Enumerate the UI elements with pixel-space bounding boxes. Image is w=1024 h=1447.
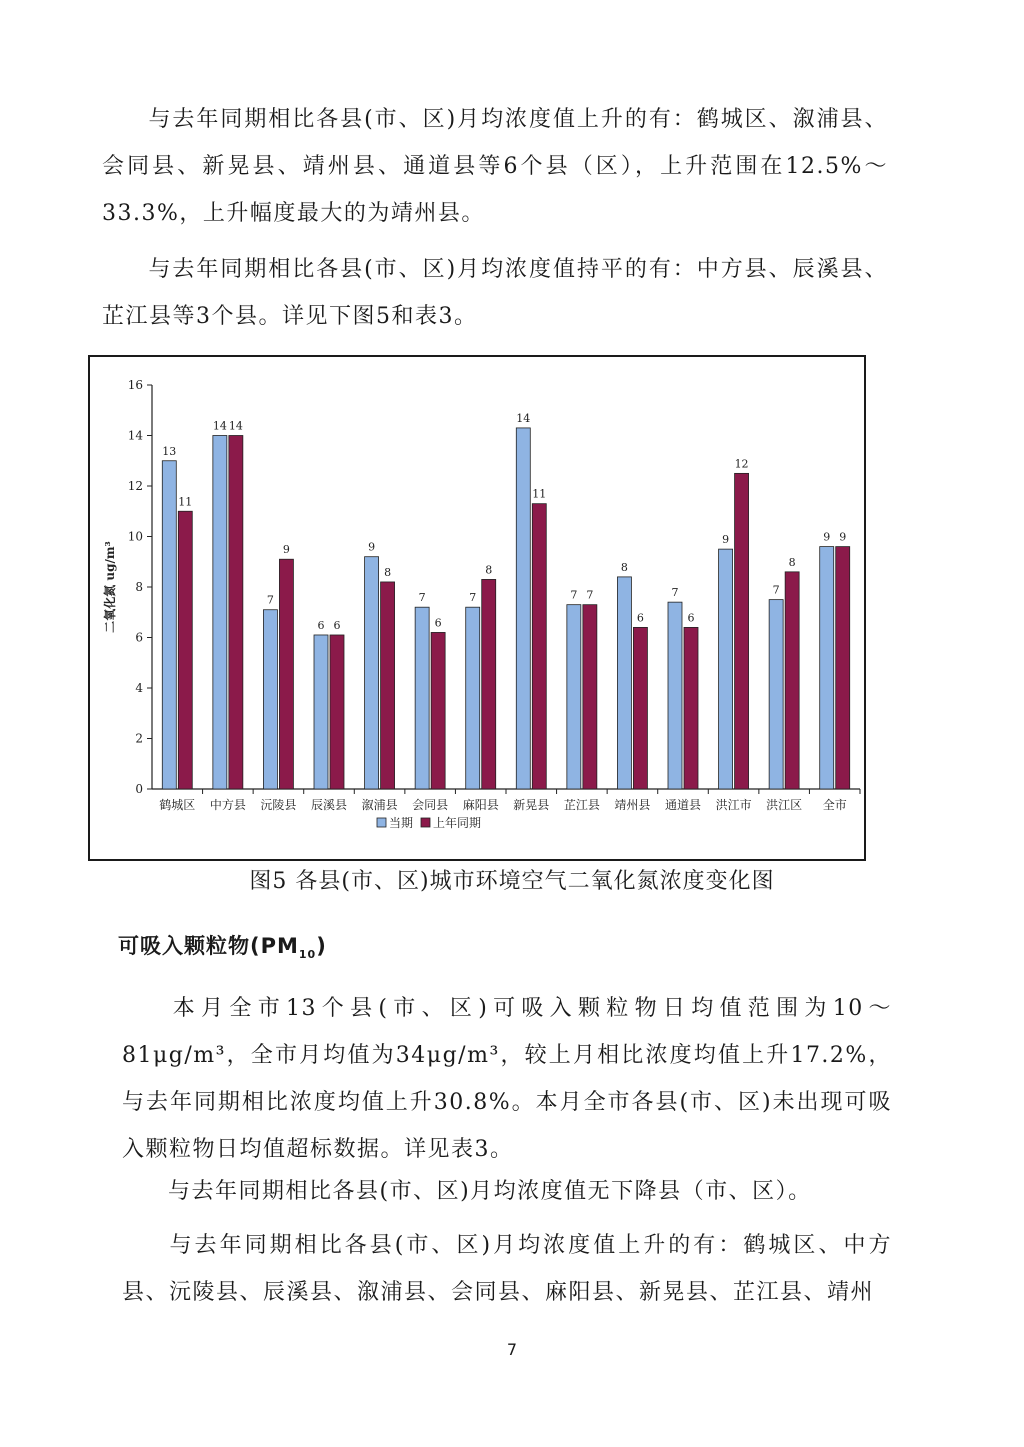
x-category-label: 芷江县 — [563, 798, 600, 812]
bar-last-year — [583, 605, 597, 789]
y-tick-label: 2 — [135, 731, 143, 746]
paragraph-no2-flat — [102, 246, 888, 340]
bar-data-label: 6 — [434, 616, 442, 630]
x-category-label: 洪江区 — [766, 798, 803, 812]
bar-current — [719, 549, 733, 789]
bar-data-label: 8 — [788, 555, 796, 569]
section-heading-pm10 — [118, 930, 327, 961]
no2-chart-frame — [88, 355, 866, 861]
bar-current — [263, 610, 277, 789]
bar-last-year — [229, 436, 243, 790]
bar-last-year — [381, 582, 395, 789]
x-category-label: 中方县 — [209, 798, 246, 812]
y-tick-label: 6 — [135, 630, 143, 645]
bar-last-year — [482, 579, 496, 789]
x-category-label: 会同县 — [412, 798, 449, 812]
bar-current — [668, 602, 682, 789]
legend-label: 上年同期 — [433, 816, 482, 830]
bar-data-label: 7 — [586, 588, 594, 602]
bar-current — [213, 436, 227, 790]
bar-last-year — [836, 547, 850, 789]
bar-data-label: 7 — [570, 588, 578, 602]
bar-data-label: 8 — [620, 560, 628, 574]
bar-data-label: 9 — [282, 543, 290, 557]
page-number: 7 — [506, 1340, 518, 1359]
paragraph-pm10-increase-text: 与去年同期相比各县(市、区)月均浓度值上升的有：鹤城区、中方县、沅陵县、辰溪县、溆浦县、会同县、麻阳县、新晃县、芷江县、靖州 — [122, 1233, 892, 1305]
bar-data-label: 9 — [722, 533, 730, 547]
x-category-label: 洪江市 — [715, 798, 752, 812]
x-category-label: 靖州县 — [614, 798, 651, 812]
bar-current — [567, 605, 581, 789]
bar-current — [415, 607, 429, 789]
legend-label: 当期 — [389, 816, 414, 830]
bar-data-label: 9 — [823, 530, 831, 544]
bar-data-label: 9 — [839, 530, 847, 544]
bar-last-year — [532, 504, 546, 789]
bar-last-year — [330, 635, 344, 789]
y-tick-label: 0 — [135, 782, 143, 796]
bar-data-label: 8 — [485, 563, 493, 577]
bar-last-year — [178, 511, 192, 789]
y-axis-label: 二氧化氮 ug/m³ — [103, 541, 117, 633]
bar-data-label: 12 — [734, 457, 749, 471]
y-tick-label: 16 — [127, 378, 143, 392]
paragraph-no2-increase-text: 与去年同期相比各县(市、区)月均浓度值上升的有：鹤城区、溆浦县、会同县、新晃县、靖州县、通道县等6个县（区），上升范围在12.5%～33.3%，上升幅度最大的为靖州县。 — [102, 107, 888, 226]
figure-caption: 图5 各县(市、区)城市环境空气二氧化氮浓度变化图 — [249, 869, 775, 894]
bar-data-label: 9 — [368, 540, 376, 554]
bar-last-year — [279, 559, 293, 789]
bar-data-label: 14 — [516, 411, 531, 425]
bar-data-label: 6 — [317, 618, 325, 632]
bar-data-label: 14 — [212, 419, 227, 433]
bar-last-year — [633, 627, 647, 789]
y-tick-label: 8 — [135, 580, 143, 594]
bar-last-year — [735, 473, 749, 789]
bar-current — [617, 577, 631, 789]
bar-data-label: 7 — [418, 591, 426, 605]
bar-data-label: 13 — [162, 444, 177, 458]
bar-current — [466, 607, 480, 789]
section-heading-end: ) — [316, 934, 327, 958]
x-category-label: 辰溪县 — [310, 798, 348, 812]
bar-data-label: 11 — [178, 495, 193, 509]
bar-data-label: 14 — [228, 419, 243, 433]
paragraph-no2-flat-text: 与去年同期相比各县(市、区)月均浓度值持平的有：中方县、辰溪县、芷江县等3个县。详见下图5和表3。 — [102, 257, 888, 329]
paragraph-pm10-no-decrease — [122, 1168, 892, 1215]
paragraph-pm10-summary — [122, 985, 892, 1173]
bar-current — [365, 557, 379, 789]
no2-bar-chart — [90, 357, 864, 859]
x-category-label: 麻阳县 — [462, 798, 499, 812]
bar-current — [820, 547, 834, 789]
paragraph-pm10-summary-text: 本月全市13个县(市、区)可吸入颗粒物日均值范围为10～81μg/m³，全市月均值为34μg/m³，较上月相比浓度均值上升17.2%，与去年同期相比浓度均值上升30.8%。本月全市各县(市、区)未出现可吸入颗粒物日均值超标数据。详见表3。 — [122, 996, 892, 1162]
bar-data-label: 7 — [266, 593, 274, 607]
y-tick-label: 12 — [127, 479, 143, 493]
x-category-label: 沅陵县 — [260, 798, 297, 812]
paragraph-pm10-increase — [122, 1222, 892, 1316]
bar-last-year — [431, 632, 445, 789]
bar-data-label: 7 — [772, 583, 780, 597]
x-category-label: 新晃县 — [513, 798, 550, 812]
bar-current — [162, 461, 176, 789]
bar-last-year — [785, 572, 799, 789]
bar-data-label: 6 — [333, 618, 341, 632]
y-tick-label: 4 — [135, 681, 143, 695]
paragraph-no2-increase — [102, 96, 888, 237]
bar-data-label: 11 — [532, 487, 547, 501]
x-category-label: 溆浦县 — [361, 798, 398, 812]
legend-swatch — [421, 818, 430, 827]
legend-swatch — [377, 818, 386, 827]
section-heading-subscript: 10 — [298, 948, 317, 962]
x-category-label: 通道县 — [664, 798, 702, 812]
bar-current — [314, 635, 328, 789]
bar-last-year — [684, 627, 698, 789]
x-category-label: 鹤城区 — [159, 798, 196, 812]
bar-current — [769, 600, 783, 789]
y-tick-label: 10 — [127, 529, 143, 544]
y-tick-label: 14 — [127, 428, 143, 443]
bar-data-label: 6 — [636, 611, 644, 625]
section-heading-main: 可吸入颗粒物(PM — [118, 934, 299, 958]
paragraph-pm10-no-decrease-text: 与去年同期相比各县(市、区)月均浓度值无下降县（市、区）。 — [168, 1179, 812, 1204]
x-category-label: 全市 — [822, 798, 847, 812]
bar-data-label: 8 — [384, 565, 392, 579]
bar-current — [516, 428, 530, 789]
bar-data-label: 7 — [469, 591, 477, 605]
bar-data-label: 6 — [687, 611, 695, 625]
bar-data-label: 7 — [671, 586, 679, 600]
